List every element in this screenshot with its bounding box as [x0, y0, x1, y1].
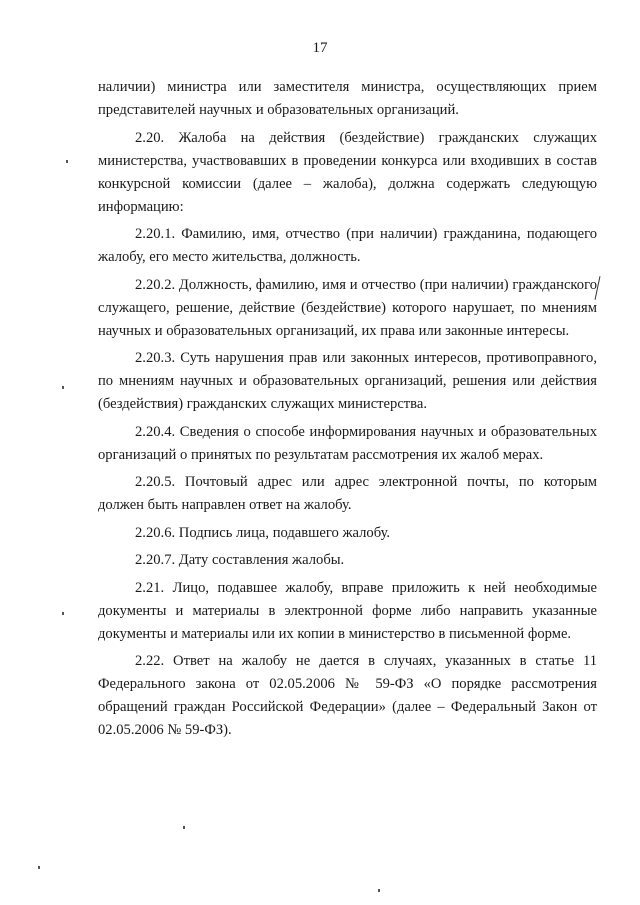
paragraph-continuation: наличии) министра или заместителя министра, осуществляющих прием представителей научных и образовательных организаций. — [98, 79, 597, 118]
paragraph-2-20: 2.20. Жалоба на действия (бездействие) гражданских служащих министерства, участвовавших в проведении конкурса или входивших в состав конкурсной комиссии (далее – жалоба), должна содержать следующую информацию: — [98, 129, 597, 215]
scan-speck — [378, 889, 380, 892]
paragraph-2-20-2: 2.20.2. Должность, фамилию, имя и отчество (при наличии) гражданского служащего, решение, действие (бездействие) которого нарушает, по мнениям научных и образовательных организаций, их права или законные интересы. — [98, 276, 597, 339]
scan-speck — [62, 386, 64, 389]
paragraph-2-22: 2.22. Ответ на жалобу не дается в случаях, указанных в статье 11 Федерального закона от 02.05.2006 № 59-ФЗ «О порядке рассмотрения обращений граждан Российской Федерации» (далее – Федеральный Закон от 02.05.2006 № 59-ФЗ). — [98, 653, 597, 738]
paragraph-2-20-4: 2.20.4. Сведения о способе информирования научных и образовательных организаций о принятых по результатам рассмотрения их жалоб мерах. — [98, 423, 597, 463]
paragraph-2-20-5: 2.20.5. Почтовый адрес или адрес электронной почты, по которым должен быть направлен ответ на жалобу. — [98, 474, 597, 513]
scan-speck — [62, 612, 64, 615]
paragraph-2-20-6: 2.20.6. Подпись лица, подавшего жалобу. — [135, 524, 391, 541]
paragraph-2-20-1: 2.20.1. Фамилию, имя, отчество (при наличии) гражданина, подающего жалобу, его место жительства, должность. — [98, 226, 597, 265]
scan-speck — [183, 826, 185, 829]
document-body — [98, 76, 597, 747]
paragraph-2-20-3: 2.20.3. Суть нарушения прав или законных интересов, противоправного, по мнениям научных и образовательных организаций, решения или действия (бездействия) гражданских служащих министерства. — [98, 350, 597, 412]
paragraph-2-21: 2.21. Лицо, подавшее жалобу, вправе приложить к ней необходимые документы и материалы в электронной форме либо направить указанные документы и материалы или их копии в министерство в письменной форме. — [98, 579, 597, 642]
scan-speck — [38, 866, 40, 869]
scan-speck — [66, 160, 68, 163]
page-number: 17 — [312, 40, 328, 56]
paragraph-2-20-7: 2.20.7. Дату составления жалобы. — [135, 552, 345, 568]
